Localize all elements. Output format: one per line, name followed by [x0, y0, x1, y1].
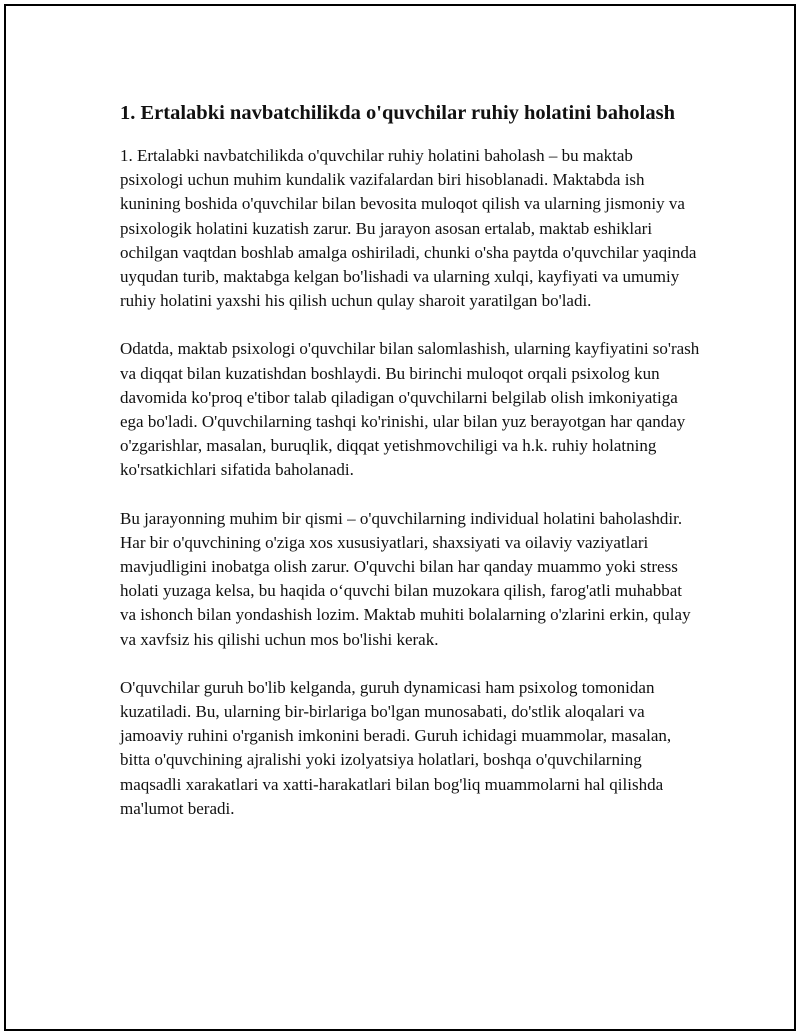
document-body: [120, 98, 700, 845]
paragraph-1: 1. Ertalabki navbatchilikda o'quvchilar ruhiy holatini baholash – bu maktab psixologi uchun muhim kundalik vazifalardan biri hisoblanadi. Maktabda ish kunining boshida o'quvchilar bilan bevosita muloqot qilish va ularning jismoniy va psixologik holatini kuzatish zarur. Bu jarayon asosan ertalab, maktab eshiklari ochilgan vaqtdan boshlab amalga oshiriladi, chunki o'sha paytda o'quvchilar yaqinda uyqudan turib, maktabga kelgan bo'lishadi va ularning xulqi, kayfiyati va umumiy ruhiy holatini yaxshi his qilish uchun qulay sharoit yaratilgan bo'ladi.: [120, 146, 697, 311]
section-heading: 1. Ertalabki navbatchilikda o'quvchilar ruhiy holatini baholash: [120, 102, 675, 124]
page-frame: [4, 4, 796, 1031]
paragraph-2: Odatda, maktab psixologi o'quvchilar bilan salomlashish, ularning kayfiyatini so'rash va diqqat bilan kuzatishdan boshlaydi. Bu birinchi muloqot orqali psixolog kun davomida ko'proq e'tibor talab qiladigan o'quvchilarni belgilab olish imkoniyatiga ega bo'ladi. O'quvchilarning tashqi ko'rinishi, ular bilan yuz berayotgan har qanday o'zgarishlar, masalan, buruqlik, diqqat yetishmovchiligi va h.k. ruhiy holatning ko'rsatkichlari sifatida baholanadi.: [120, 339, 700, 480]
paragraph-4: O'quvchilar guruh bo'lib kelganda, guruh dynamicasi ham psixolog tomonidan kuzatiladi. Bu, ularning bir-birlariga bo'lgan munosabati, do'stlik aloqalari va jamoaviy ruhini o'rganish imkonini beradi. Guruh ichidagi muammolar, masalan, bitta o'quvchining ajralishi yoki izolyatsiya holatlari, boshqa o'quvchilarning maqsadli xarakatlari va xatti-harakatlari bilan bog'liq muammolarni hal qilishda ma'lumot beradi.: [120, 677, 672, 818]
paragraph-3: Bu jarayonning muhim bir qismi – o'quvchilarning individual holatini baholashdir. Har bir o'quvchining o'ziga xos xususiyatlari, shaxsiyati va oilaviy vaziyatlari mavjudligini inobatga olish zarur. O'quvchi bilan har qanday muammo yoki stress holati yuzaga kelsa, bu haqida o‘quvchi bilan muzokara qilish, farog'atli muhabbat va ishonch bilan yondashish lozim. Maktab muhiti bolalarning o'zlarini erkin, qulay va xavfsiz his qilishi uchun mos bo'lishi kerak.: [120, 508, 691, 649]
